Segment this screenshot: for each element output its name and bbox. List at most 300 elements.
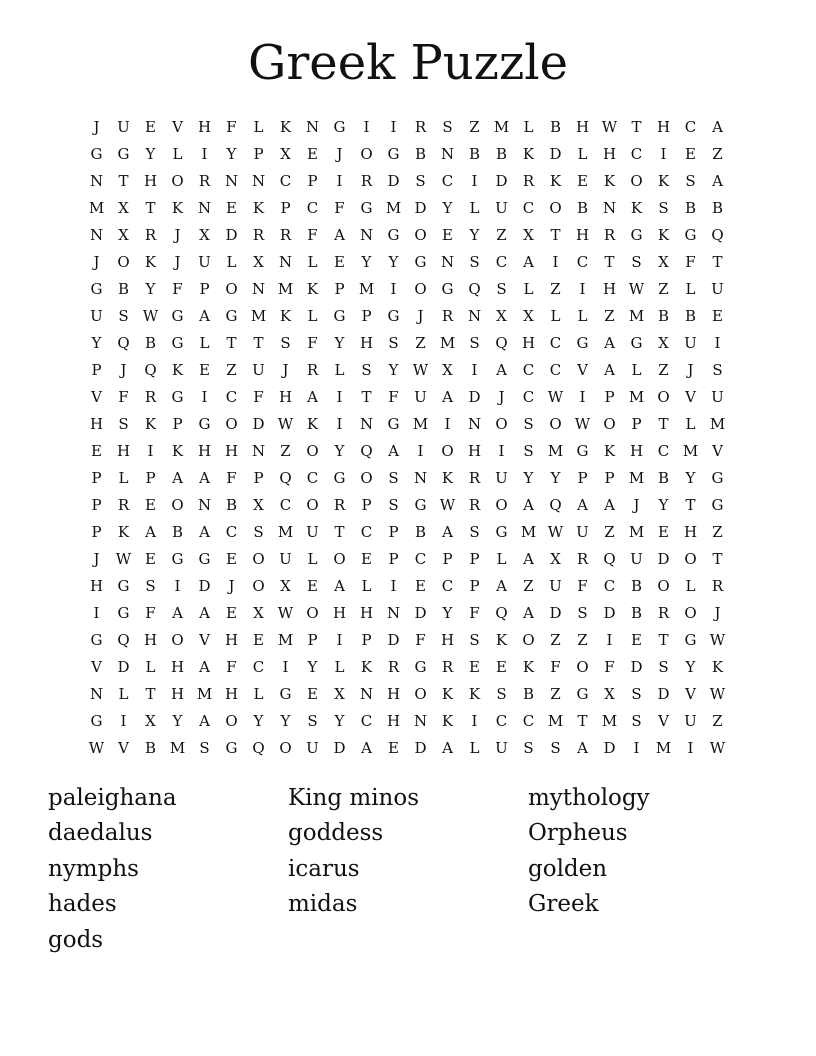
grid-letter: A: [172, 603, 183, 622]
grid-letter: K: [441, 468, 454, 487]
grid-letter: I: [552, 252, 559, 271]
grid-letter: I: [633, 738, 640, 757]
grid-letter: J: [498, 387, 505, 406]
grid-letter: G: [495, 522, 508, 541]
grid-letter: G: [171, 333, 184, 352]
grid-letter: G: [630, 225, 643, 244]
grid-letter: J: [228, 576, 235, 595]
grid-letter: L: [685, 576, 696, 595]
grid-letter: E: [685, 144, 696, 163]
grid-letter: N: [224, 171, 239, 190]
grid-letter: K: [711, 657, 724, 676]
grid-letter: H: [224, 441, 239, 460]
grid-letter: U: [117, 117, 130, 136]
grid-letter: V: [577, 360, 588, 379]
grid-letter: A: [523, 603, 534, 622]
grid-letter: V: [712, 441, 723, 460]
grid-letter: R: [603, 225, 616, 244]
grid-letter: O: [549, 198, 562, 217]
grid-letter: Y: [145, 279, 156, 298]
grid-letter: R: [144, 387, 157, 406]
grid-letter: A: [442, 387, 453, 406]
grid-letter: J: [120, 360, 127, 379]
grid-letter: O: [360, 468, 373, 487]
grid-letter: M: [439, 333, 456, 352]
grid-letter: Y: [361, 252, 372, 271]
grid-letter: E: [91, 441, 102, 460]
grid-letter: R: [252, 225, 265, 244]
grid-letter: S: [496, 684, 507, 703]
grid-letter: D: [117, 657, 130, 676]
grid-letter: L: [469, 198, 480, 217]
page-title: Greek Puzzle: [248, 35, 568, 91]
grid-letter: Y: [253, 711, 264, 730]
grid-letter: K: [657, 171, 670, 190]
grid-letter: D: [603, 738, 616, 757]
grid-letter: W: [88, 738, 105, 757]
grid-letter: A: [604, 495, 615, 514]
grid-letter: G: [576, 684, 589, 703]
grid-letter: H: [143, 171, 158, 190]
grid-letter: S: [388, 333, 399, 352]
grid-letter: O: [225, 414, 238, 433]
grid-letter: Y: [685, 657, 696, 676]
grid-letter: Z: [415, 333, 426, 352]
grid-letter: B: [414, 522, 427, 541]
grid-letter: L: [523, 279, 534, 298]
grid-letter: M: [277, 522, 294, 541]
grid-letter: Y: [145, 144, 156, 163]
grid-letter: Z: [496, 225, 507, 244]
grid-letter: A: [604, 333, 615, 352]
grid-letter: E: [658, 522, 669, 541]
grid-letter: U: [711, 279, 724, 298]
grid-letter: I: [660, 144, 667, 163]
grid-letter: U: [306, 738, 319, 757]
grid-letter: C: [360, 522, 373, 541]
grid-letter: A: [523, 495, 534, 514]
word-list: [48, 780, 768, 958]
grid-letter: E: [307, 684, 318, 703]
grid-letter: X: [658, 252, 669, 271]
grid-letter: S: [199, 738, 210, 757]
grid-letter: U: [495, 738, 508, 757]
grid-letter: I: [336, 630, 343, 649]
grid-letter: P: [91, 360, 102, 379]
grid-letter: H: [89, 576, 104, 595]
grid-letter: A: [496, 360, 507, 379]
grid-letter: T: [604, 252, 615, 271]
grid-letter: K: [144, 252, 157, 271]
grid-letter: K: [522, 144, 535, 163]
grid-letter: O: [684, 603, 697, 622]
grid-letter: D: [387, 171, 400, 190]
grid-letter: A: [712, 117, 723, 136]
grid-letter: L: [307, 252, 318, 271]
grid-letter: I: [336, 171, 343, 190]
grid-letter: F: [118, 387, 129, 406]
grid-letter: S: [442, 117, 453, 136]
grid-letter: A: [442, 738, 453, 757]
grid-letter: H: [629, 441, 644, 460]
grid-letter: A: [172, 468, 183, 487]
grid-letter: Q: [495, 333, 508, 352]
grid-letter: M: [88, 198, 105, 217]
grid-letter: V: [118, 738, 129, 757]
grid-letter: G: [333, 117, 346, 136]
grid-letter: F: [604, 657, 615, 676]
grid-letter: B: [684, 306, 697, 325]
grid-letter: L: [523, 117, 534, 136]
grid-letter: Z: [712, 711, 723, 730]
grid-letter: I: [471, 360, 478, 379]
grid-letter: K: [144, 414, 157, 433]
grid-letter: M: [412, 414, 429, 433]
grid-letter: L: [334, 657, 345, 676]
grid-letter: P: [388, 522, 399, 541]
grid-letter: O: [657, 576, 670, 595]
grid-letter: C: [630, 144, 643, 163]
grid-letter: T: [658, 414, 669, 433]
grid-letter: X: [658, 333, 669, 352]
grid-letter: U: [90, 306, 103, 325]
grid-letter: N: [251, 171, 266, 190]
grid-letter: H: [656, 117, 671, 136]
grid-letter: W: [574, 414, 591, 433]
grid-letter: P: [577, 468, 588, 487]
grid-letter: A: [361, 738, 372, 757]
grid-letter: A: [523, 549, 534, 568]
grid-letter: E: [226, 603, 237, 622]
grid-letter: P: [361, 306, 372, 325]
grid-letter: A: [199, 603, 210, 622]
grid-letter: B: [711, 198, 724, 217]
grid-letter: S: [280, 333, 291, 352]
grid-letter: G: [225, 738, 238, 757]
grid-letter: M: [250, 306, 267, 325]
grid-letter: Y: [523, 468, 534, 487]
grid-letter: H: [332, 603, 347, 622]
grid-letter: S: [685, 171, 696, 190]
grid-letter: Q: [495, 603, 508, 622]
grid-letter: M: [358, 279, 375, 298]
grid-letter: W: [277, 414, 294, 433]
grid-letter: G: [414, 495, 427, 514]
grid-letter: N: [89, 171, 104, 190]
word-list-item: goddess: [288, 820, 384, 847]
grid-letter: D: [333, 738, 346, 757]
grid-letter: R: [468, 468, 481, 487]
grid-letter: N: [413, 711, 428, 730]
grid-letter: U: [279, 549, 292, 568]
grid-letter: C: [225, 522, 238, 541]
grid-letter: Q: [603, 549, 616, 568]
grid-letter: M: [682, 441, 699, 460]
grid-letter: M: [385, 198, 402, 217]
grid-letter: W: [412, 360, 429, 379]
grid-letter: Y: [226, 144, 237, 163]
grid-letter: H: [116, 441, 131, 460]
grid-letter: B: [144, 738, 157, 757]
grid-letter: B: [468, 144, 481, 163]
grid-letter: N: [197, 198, 212, 217]
grid-letter: G: [576, 333, 589, 352]
grid-letter: J: [93, 117, 100, 136]
grid-letter: F: [685, 252, 696, 271]
grid-letter: T: [361, 387, 372, 406]
grid-letter: H: [440, 630, 455, 649]
grid-letter: K: [252, 198, 265, 217]
grid-letter: G: [117, 144, 130, 163]
grid-letter: H: [197, 441, 212, 460]
grid-letter: X: [253, 495, 264, 514]
grid-letter: U: [684, 711, 697, 730]
grid-letter: K: [306, 279, 319, 298]
grid-letter: G: [198, 549, 211, 568]
grid-letter: R: [117, 495, 130, 514]
grid-letter: F: [469, 603, 480, 622]
grid-letter: G: [333, 306, 346, 325]
grid-letter: S: [523, 738, 534, 757]
grid-letter: P: [604, 468, 615, 487]
grid-letter: S: [415, 171, 426, 190]
grid-letter: X: [523, 306, 534, 325]
grid-letter: A: [712, 171, 723, 190]
grid-letter: Z: [469, 117, 480, 136]
grid-letter: I: [174, 576, 181, 595]
grid-letter: U: [576, 522, 589, 541]
grid-letter: E: [469, 657, 480, 676]
grid-letter: O: [414, 225, 427, 244]
grid-letter: C: [522, 360, 535, 379]
grid-letter: T: [118, 171, 129, 190]
grid-letter: P: [91, 468, 102, 487]
grid-letter: W: [709, 684, 726, 703]
grid-letter: L: [685, 279, 696, 298]
grid-letter: Z: [712, 144, 723, 163]
grid-letter: T: [226, 333, 237, 352]
grid-letter: F: [172, 279, 183, 298]
grid-letter: P: [361, 495, 372, 514]
word-list-item: hades: [48, 891, 117, 918]
grid-letter: S: [118, 414, 129, 433]
grid-letter: C: [279, 495, 292, 514]
grid-letter: L: [118, 684, 129, 703]
grid-letter: L: [550, 306, 561, 325]
grid-letter: G: [171, 387, 184, 406]
grid-letter: H: [224, 630, 239, 649]
grid-letter: Y: [442, 603, 453, 622]
grid-letter: O: [306, 441, 319, 460]
grid-letter: P: [604, 387, 615, 406]
grid-letter: T: [550, 225, 561, 244]
grid-letter: D: [630, 657, 643, 676]
letter-grid: [83, 113, 731, 761]
grid-letter: G: [387, 144, 400, 163]
grid-letter: K: [360, 657, 373, 676]
grid-letter: O: [171, 495, 184, 514]
grid-letter: T: [685, 495, 696, 514]
grid-letter: I: [336, 414, 343, 433]
grid-letter: X: [253, 252, 264, 271]
grid-letter: E: [388, 738, 399, 757]
grid-letter: F: [307, 333, 318, 352]
grid-letter: K: [603, 441, 616, 460]
grid-letter: X: [199, 225, 210, 244]
grid-letter: P: [469, 576, 480, 595]
grid-letter: U: [414, 387, 427, 406]
grid-letter: U: [198, 252, 211, 271]
grid-letter: C: [549, 333, 562, 352]
grid-letter: E: [226, 549, 237, 568]
grid-letter: X: [118, 198, 129, 217]
grid-letter: W: [547, 522, 564, 541]
grid-letter: A: [199, 522, 210, 541]
grid-letter: D: [657, 549, 670, 568]
grid-letter: Z: [658, 279, 669, 298]
grid-letter: K: [495, 630, 508, 649]
grid-letter: Y: [550, 468, 561, 487]
grid-letter: F: [334, 198, 345, 217]
grid-letter: M: [547, 441, 564, 460]
grid-letter: P: [361, 630, 372, 649]
grid-letter: N: [359, 684, 374, 703]
grid-letter: I: [498, 441, 505, 460]
grid-letter: O: [414, 684, 427, 703]
grid-letter: L: [145, 657, 156, 676]
grid-letter: A: [334, 576, 345, 595]
grid-letter: O: [279, 738, 292, 757]
word-list-item: daedalus: [48, 820, 153, 847]
grid-letter: L: [631, 360, 642, 379]
grid-letter: I: [336, 387, 343, 406]
grid-letter: G: [198, 414, 211, 433]
grid-letter: N: [305, 117, 320, 136]
grid-letter: Y: [91, 333, 102, 352]
grid-letter: R: [360, 171, 373, 190]
word-list-item: mythology: [528, 784, 650, 811]
grid-letter: X: [280, 576, 291, 595]
grid-letter: W: [142, 306, 159, 325]
grid-letter: Z: [280, 441, 291, 460]
word-list-item: icarus: [288, 855, 360, 882]
grid-letter: M: [277, 630, 294, 649]
grid-letter: R: [306, 360, 319, 379]
grid-letter: W: [628, 279, 645, 298]
grid-letter: R: [468, 495, 481, 514]
grid-letter: Y: [280, 711, 291, 730]
grid-letter: W: [547, 387, 564, 406]
grid-letter: E: [577, 171, 588, 190]
grid-letter: J: [633, 495, 640, 514]
grid-letter: A: [199, 657, 210, 676]
grid-letter: U: [306, 522, 319, 541]
grid-letter: V: [172, 117, 183, 136]
grid-letter: D: [549, 144, 562, 163]
grid-letter: T: [145, 684, 156, 703]
grid-letter: R: [441, 657, 454, 676]
grid-letter: H: [386, 684, 401, 703]
grid-letter: E: [307, 144, 318, 163]
grid-letter: Y: [172, 711, 183, 730]
grid-letter: S: [658, 198, 669, 217]
grid-letter: M: [493, 117, 510, 136]
grid-letter: E: [226, 198, 237, 217]
grid-letter: H: [170, 684, 185, 703]
grid-letter: O: [333, 549, 346, 568]
grid-letter: N: [197, 495, 212, 514]
grid-letter: M: [628, 522, 645, 541]
grid-letter: Y: [685, 468, 696, 487]
grid-letter: O: [252, 549, 265, 568]
grid-letter: R: [333, 495, 346, 514]
grid-letter: P: [172, 414, 183, 433]
grid-letter: X: [604, 684, 615, 703]
word-list-item: gods: [48, 926, 104, 953]
grid-letter: B: [225, 495, 238, 514]
grid-letter: C: [279, 171, 292, 190]
grid-letter: F: [550, 657, 561, 676]
grid-letter: Y: [334, 441, 345, 460]
grid-letter: B: [657, 468, 670, 487]
word-list-item: Greek: [528, 891, 599, 918]
grid-letter: H: [602, 144, 617, 163]
grid-letter: F: [577, 576, 588, 595]
grid-letter: P: [91, 522, 102, 541]
grid-letter: K: [171, 198, 184, 217]
grid-letter: M: [196, 684, 213, 703]
grid-letter: G: [387, 225, 400, 244]
grid-letter: H: [575, 117, 590, 136]
grid-letter: F: [226, 468, 237, 487]
grid-letter: I: [606, 630, 613, 649]
grid-letter: G: [90, 279, 103, 298]
grid-letter: G: [711, 495, 724, 514]
grid-letter: T: [145, 198, 156, 217]
grid-letter: X: [496, 306, 507, 325]
grid-letter: H: [521, 333, 536, 352]
grid-letter: K: [549, 171, 562, 190]
grid-letter: A: [334, 225, 345, 244]
grid-letter: W: [277, 603, 294, 622]
grid-letter: Y: [658, 495, 669, 514]
grid-letter: R: [198, 171, 211, 190]
grid-letter: A: [388, 441, 399, 460]
grid-letter: R: [144, 225, 157, 244]
grid-letter: E: [442, 225, 453, 244]
grid-letter: J: [174, 252, 181, 271]
grid-letter: D: [225, 225, 238, 244]
grid-letter: E: [631, 630, 642, 649]
grid-letter: H: [197, 117, 212, 136]
grid-letter: C: [306, 198, 319, 217]
grid-letter: S: [712, 360, 723, 379]
grid-letter: S: [469, 630, 480, 649]
grid-letter: I: [282, 657, 289, 676]
grid-letter: Y: [334, 711, 345, 730]
grid-letter: D: [198, 576, 211, 595]
grid-letter: M: [601, 711, 618, 730]
word-list-item: golden: [528, 855, 608, 882]
grid-letter: Y: [388, 252, 399, 271]
grid-letter: S: [388, 468, 399, 487]
grid-letter: O: [306, 495, 319, 514]
grid-letter: H: [386, 711, 401, 730]
grid-letter: E: [334, 252, 345, 271]
grid-letter: P: [469, 549, 480, 568]
grid-letter: I: [363, 117, 370, 136]
grid-letter: B: [414, 144, 427, 163]
